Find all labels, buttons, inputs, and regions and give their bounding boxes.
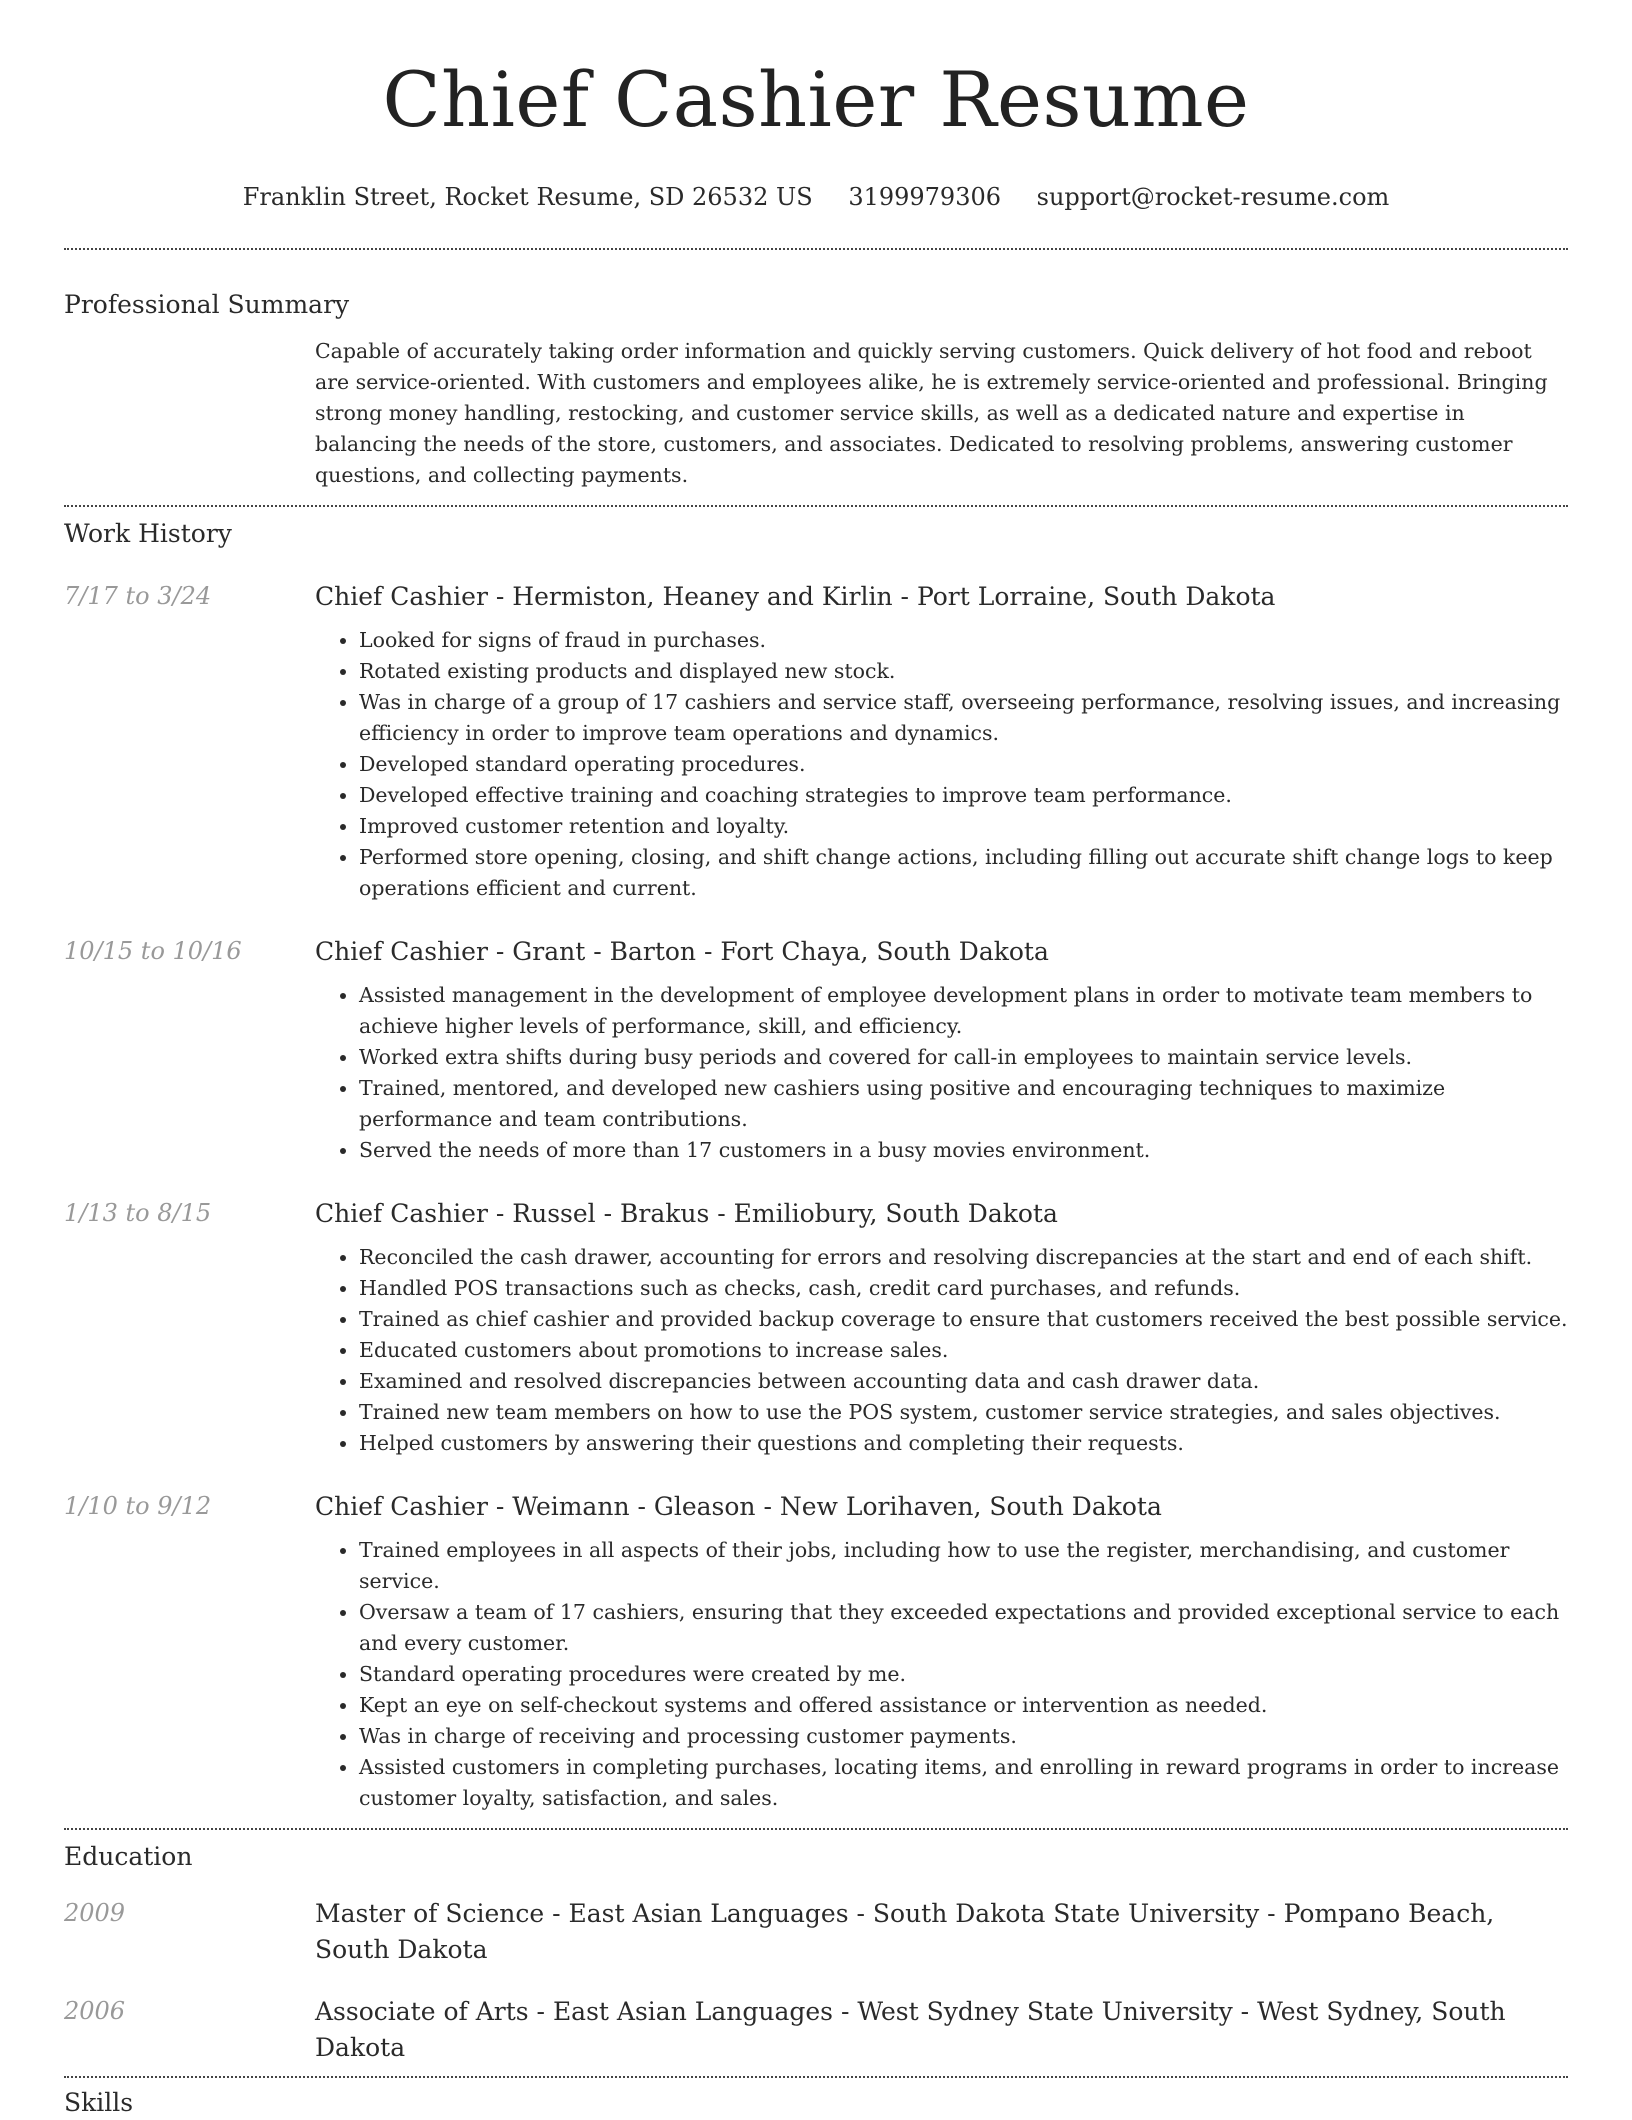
education-year: 2006: [64, 1997, 126, 2025]
contact-line: [64, 180, 1568, 214]
job-dates: 1/10 to 9/12: [64, 1492, 212, 1520]
summary-text: Capable of accurately taking order information and quickly serving customers. Quick delivery of hot food and reboot are service-oriented. With customers and employees alike, he is extremely service-oriented and professional. Bringing strong money handling, restocking, and customer service skills, as well as a dedicated nature and expertise in balancing the needs of the store, customers, and associates. Dedicated to resolving problems, answering customer questions, and collecting payments.: [315, 339, 1548, 487]
job-bullet: • Handled POS transactions such as checks, cash, credit card purchases, and refunds.: [359, 1273, 1568, 1304]
job-bullets: [315, 625, 1568, 904]
job-bullet: • Helped customers by answering their questions and completing their requests.: [359, 1428, 1568, 1459]
job-bullets: [315, 980, 1568, 1166]
education-school: West Sydney State University: [857, 1997, 1233, 2026]
education-degree: Associate of Arts: [315, 1997, 529, 2026]
education-entry: [64, 1994, 1568, 2066]
job-entry: [64, 1489, 1568, 1828]
job-dates: 10/15 to 10/16: [64, 937, 242, 965]
job-company: Hermiston, Heaney and Kirlin: [512, 582, 893, 611]
job-bullet: • Improved customer retention and loyalty.: [359, 811, 1568, 842]
job-bullet: • Kept an eye on self-checkout systems and offered assistance or intervention as needed.: [359, 1690, 1568, 1721]
job-location: Emiliobury, South Dakota: [733, 1199, 1058, 1228]
education-field: East Asian Languages: [552, 1997, 833, 2026]
job-bullet: • Assisted management in the development of employee development plans in order to motivate team members to achieve higher levels of performance, skill, and efficiency.: [359, 980, 1568, 1042]
job-bullet: • Looked for signs of fraud in purchases.: [359, 625, 1568, 656]
job-entry: [64, 1196, 1568, 1459]
education-school: South Dakota State University: [872, 1899, 1260, 1928]
job-bullet: • Assisted customers in completing purchases, locating items, and enrolling in reward programs in order to increase customer loyalty, satisfaction, and sales.: [359, 1752, 1568, 1814]
job-entry: [64, 934, 1568, 1166]
job-title: Chief Cashier: [315, 582, 488, 611]
job-bullet: • Performed store opening, closing, and shift change actions, including filling out accurate shift change logs to keep operations efficient and current.: [359, 842, 1568, 904]
job-heading: Chief Cashier - Russel - Brakus - Emiliobury, South Dakota: [315, 1199, 1058, 1228]
education-heading: Master of Science - East Asian Languages - South Dakota State University - Pompano Beach, South Dakota: [315, 1899, 1495, 1964]
job-bullets: [315, 1535, 1568, 1814]
job-heading: Chief Cashier - Weimann - Gleason - New Lorihaven, South Dakota: [315, 1492, 1162, 1521]
job-bullet: • Served the needs of more than 17 customers in a busy movies environment.: [359, 1135, 1568, 1166]
education-field: East Asian Languages: [568, 1899, 849, 1928]
job-title: Chief Cashier: [315, 937, 488, 966]
professional-summary-section: [64, 250, 1568, 505]
education-degree: Master of Science: [315, 1899, 545, 1928]
job-heading: Chief Cashier - Grant - Barton - Fort Chaya, South Dakota: [315, 937, 1049, 966]
job-company: Russel - Brakus: [512, 1199, 710, 1228]
section-heading: Education: [64, 1842, 193, 1871]
education-location: Pompano Beach, South Dakota: [315, 1899, 1495, 1964]
education-year: 2009: [64, 1899, 126, 1927]
job-bullet: • Standard operating procedures were created by me.: [359, 1659, 1568, 1690]
job-title: Chief Cashier: [315, 1199, 488, 1228]
job-bullet: • Worked extra shifts during busy periods and covered for call-in employees to maintain service levels.: [359, 1042, 1568, 1073]
section-heading: Skills: [64, 2088, 134, 2117]
job-location: Port Lorraine, South Dakota: [916, 582, 1276, 611]
section-heading: Professional Summary: [64, 290, 350, 319]
resume-header: [64, 0, 1568, 214]
skills-section: [64, 2078, 1568, 2120]
contact-phone: 3199979306: [848, 183, 1002, 211]
job-company: Grant - Barton: [512, 937, 697, 966]
job-location: Fort Chaya, South Dakota: [720, 937, 1049, 966]
job-bullets: [315, 1242, 1568, 1459]
job-dates: 7/17 to 3/24: [64, 582, 212, 610]
job-bullet: • Trained, mentored, and developed new cashiers using positive and encouraging techniques to maximize performance and team contributions.: [359, 1073, 1568, 1135]
job-bullet: • Reconciled the cash drawer, accounting for errors and resolving discrepancies at the start and end of each shift.: [359, 1242, 1568, 1273]
job-bullet: • Oversaw a team of 17 cashiers, ensuring that they exceeded expectations and provided exceptional service to each and every customer.: [359, 1597, 1568, 1659]
work-history-section: [64, 507, 1568, 1828]
job-bullet: • Was in charge of receiving and processing customer payments.: [359, 1721, 1568, 1752]
job-bullet: • Examined and resolved discrepancies between accounting data and cash drawer data.: [359, 1366, 1568, 1397]
resume-page: [64, 0, 1568, 2120]
contact-email: support@rocket-resume.com: [1036, 183, 1390, 211]
job-bullet: • Developed effective training and coaching strategies to improve team performance.: [359, 780, 1568, 811]
education-heading: Associate of Arts - East Asian Languages - West Sydney State University - West Sydney, South Dakota: [315, 1997, 1506, 2062]
job-entry: [64, 579, 1568, 904]
job-dates: 1/13 to 8/15: [64, 1199, 212, 1227]
job-bullet: • Trained as chief cashier and provided backup coverage to ensure that customers received the best possible service.: [359, 1304, 1568, 1335]
resume-title: Chief Cashier Resume: [382, 55, 1250, 144]
job-heading: Chief Cashier - Hermiston, Heaney and Kirlin - Port Lorraine, South Dakota: [315, 582, 1276, 611]
contact-address: Franklin Street, Rocket Resume, SD 26532 US: [242, 183, 813, 211]
education-location: West Sydney, South Dakota: [315, 1997, 1506, 2062]
section-heading: Work History: [64, 519, 232, 548]
job-bullet: • Trained new team members on how to use the POS system, customer service strategies, and sales objectives.: [359, 1397, 1568, 1428]
job-bullet: • Was in charge of a group of 17 cashiers and service staff, overseeing performance, resolving issues, and increasing efficiency in order to improve team operations and dynamics.: [359, 687, 1568, 749]
job-title: Chief Cashier: [315, 1492, 488, 1521]
job-company: Weimann - Gleason: [512, 1492, 756, 1521]
job-bullet: • Rotated existing products and displayed new stock.: [359, 656, 1568, 687]
education-entry: [64, 1896, 1568, 1968]
job-location: New Lorihaven, South Dakota: [779, 1492, 1162, 1521]
job-bullet: • Trained employees in all aspects of their jobs, including how to use the register, merchandising, and customer service.: [359, 1535, 1568, 1597]
education-section: [64, 1830, 1568, 2066]
job-bullet: • Educated customers about promotions to increase sales.: [359, 1335, 1568, 1366]
job-bullet: • Developed standard operating procedures.: [359, 749, 1568, 780]
